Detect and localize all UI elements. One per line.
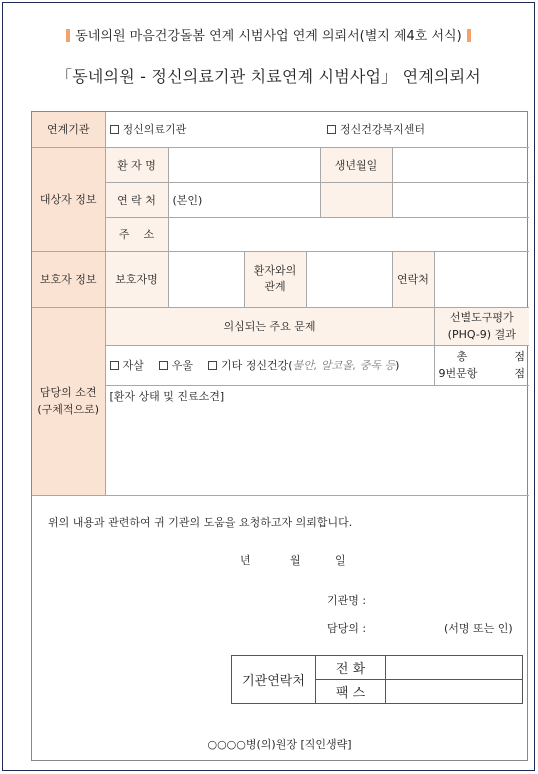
patient-name-field[interactable] bbox=[168, 147, 320, 182]
guardian-row bbox=[32, 251, 529, 307]
item9-score-line bbox=[439, 365, 526, 382]
guardian-section-label: 보호자 정보 bbox=[32, 251, 105, 307]
fax-field[interactable] bbox=[386, 680, 523, 704]
fax-label: 팩 스 bbox=[316, 680, 386, 704]
suicide-checkbox[interactable] bbox=[110, 361, 119, 370]
contact-extra-field[interactable] bbox=[392, 182, 529, 217]
guardian-name-field[interactable] bbox=[168, 251, 244, 307]
contact-extra-cell bbox=[320, 182, 392, 217]
contact-title: 기관연락처 bbox=[232, 656, 316, 704]
screening-header-line2: (PHQ-9) 결과 bbox=[447, 328, 516, 341]
institution-name-label: 기관명 : bbox=[327, 594, 367, 607]
suicide-label: 자살 bbox=[122, 359, 144, 372]
form-number-text: 동네의원 마음건강돌봄 연계 시범사업 연계 의뢰서(별지 제4호 서식) bbox=[75, 29, 462, 44]
subject-contact-row bbox=[32, 182, 529, 217]
referral-info-table bbox=[32, 112, 529, 496]
referral-form-body bbox=[31, 111, 528, 761]
contact-field[interactable] bbox=[168, 182, 320, 217]
birth-date-field[interactable] bbox=[392, 147, 529, 182]
other-label-close: ) bbox=[395, 359, 400, 372]
linked-institution-options bbox=[105, 112, 529, 147]
phq9-score-cell[interactable] bbox=[434, 345, 529, 385]
opinion-label-line2: (구체적으로) bbox=[37, 403, 100, 416]
relation-label-line2: 관계 bbox=[264, 280, 286, 293]
screening-header bbox=[434, 307, 529, 345]
header-left-bar bbox=[66, 29, 70, 42]
subject-section-label: 대상자 정보 bbox=[32, 147, 105, 251]
address-label: 주 소 bbox=[105, 217, 168, 251]
birth-date-label: 생년월일 bbox=[320, 147, 392, 182]
phone-label: 전 화 bbox=[316, 656, 386, 680]
opinion-label-line1: 담당의 소견 bbox=[39, 386, 97, 399]
other-examples: 불안, 알코올, 중독 등 bbox=[292, 359, 396, 372]
relation-label-line1: 환자와의 bbox=[253, 264, 297, 277]
other-checkbox[interactable] bbox=[208, 361, 217, 370]
findings-label: [환자 상태 및 진료소견] bbox=[109, 389, 225, 403]
guardian-name-label: 보호자명 bbox=[105, 251, 168, 307]
total-score-label: 총 bbox=[456, 350, 468, 363]
mental-health-center-label: 정신건강복지센터 bbox=[339, 123, 425, 137]
subject-address-row bbox=[32, 217, 529, 251]
depression-label: 우울 bbox=[171, 359, 194, 372]
problem-options-row bbox=[32, 345, 529, 385]
problem-options bbox=[105, 345, 434, 385]
guardian-relation-field[interactable] bbox=[306, 251, 392, 307]
other-label: 기타 정신건강( bbox=[221, 359, 293, 372]
option-depression[interactable] bbox=[159, 359, 193, 372]
linked-institution-label: 연계기관 bbox=[32, 112, 105, 147]
phone-field[interactable] bbox=[386, 656, 523, 680]
item9-score-label: 9번문항 bbox=[438, 367, 478, 380]
findings-row bbox=[32, 385, 529, 495]
screening-header-line1: 선별도구평가 bbox=[449, 311, 514, 324]
date-month-label: 월 bbox=[290, 554, 301, 567]
header-right-bar bbox=[467, 29, 471, 42]
date-year-label: 년 bbox=[240, 554, 251, 567]
patient-name-label: 환 자 명 bbox=[105, 147, 168, 182]
contact-label: 연 락 처 bbox=[105, 182, 168, 217]
referral-statement: 위의 내용과 관련하여 귀 기관의 도움을 요청하고자 의뢰합니다. bbox=[48, 516, 353, 529]
guardian-contact-field[interactable] bbox=[434, 251, 529, 307]
total-score-line bbox=[439, 348, 526, 365]
psychiatric-hospital-checkbox[interactable] bbox=[110, 125, 119, 134]
address-field[interactable] bbox=[168, 217, 529, 251]
opinion-section-label bbox=[32, 307, 105, 495]
contact-self-note: (본인) bbox=[172, 193, 203, 207]
main-problem-header: 의심되는 주요 문제 bbox=[105, 307, 434, 345]
form-number-header bbox=[3, 25, 534, 44]
mental-health-center-checkbox[interactable] bbox=[327, 125, 336, 134]
option-other-mental-health[interactable] bbox=[208, 359, 399, 372]
findings-field[interactable] bbox=[105, 385, 529, 495]
option-psychiatric-hospital[interactable] bbox=[110, 121, 187, 137]
psychiatric-hospital-label: 정신의료기관 bbox=[122, 123, 187, 137]
option-suicide[interactable] bbox=[110, 359, 144, 372]
date-day-label: 일 bbox=[335, 554, 346, 567]
depression-checkbox[interactable] bbox=[159, 361, 168, 370]
linked-institution-row bbox=[32, 112, 529, 147]
option-mental-health-center[interactable] bbox=[327, 121, 425, 137]
total-score-unit: 점 bbox=[514, 350, 525, 363]
signature-note: (서명 또는 인) bbox=[444, 622, 513, 635]
subject-name-row bbox=[32, 147, 529, 182]
item9-score-unit: 점 bbox=[514, 367, 525, 380]
guardian-contact-label: 연락처 bbox=[392, 251, 434, 307]
opinion-header-row bbox=[32, 307, 529, 345]
director-sign-off: ○○○○병(의)원장 [직인생략] bbox=[207, 738, 352, 751]
institution-contact-table bbox=[231, 655, 523, 704]
doctor-label: 담당의 : bbox=[327, 622, 367, 635]
form-title: 「동네의원 - 정신의료기관 치료연계 시범사업」 연계의뢰서 bbox=[56, 67, 481, 86]
referral-form-page bbox=[2, 2, 535, 771]
guardian-relation-label bbox=[244, 251, 306, 307]
